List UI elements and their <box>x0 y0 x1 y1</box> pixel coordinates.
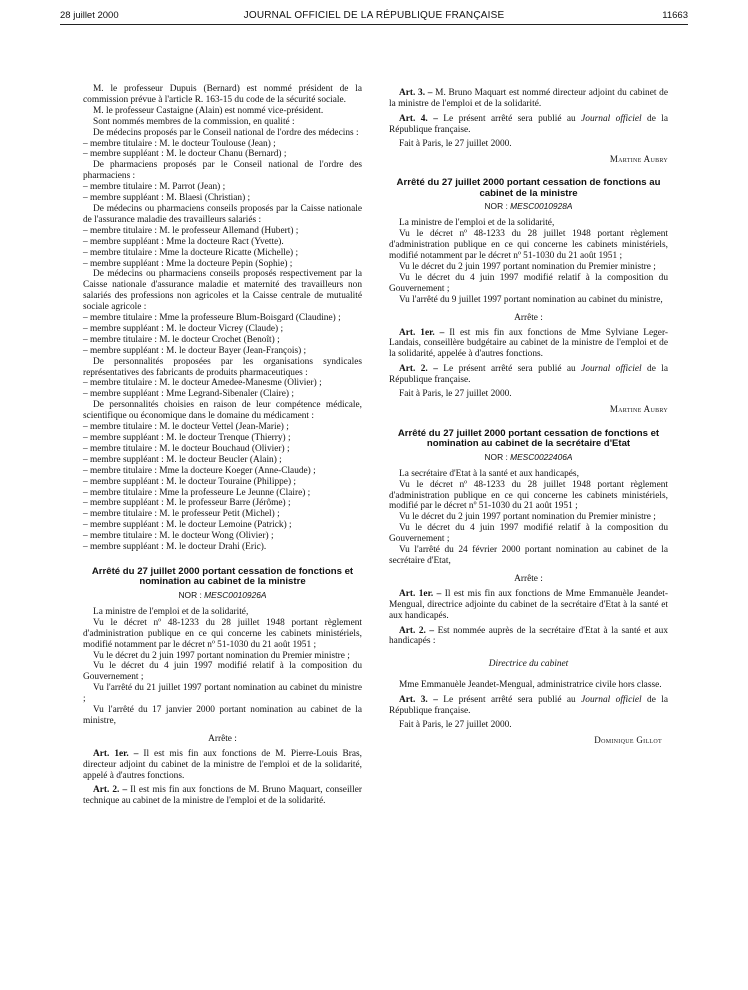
arrete-heading: Arrête : <box>514 573 543 584</box>
journal-name: Journal officiel <box>581 364 642 375</box>
nor-code: MESC0010928A <box>510 201 573 212</box>
signature: Martine Aubry <box>609 403 668 414</box>
fait-a-paris: Fait à Paris, le 27 juillet 2000. <box>399 389 512 400</box>
header-page-number: 11663 <box>662 10 688 21</box>
article-label: Art. 1er. – <box>399 588 442 599</box>
article-text: de la République française. <box>389 695 668 717</box>
article-label: Art. 1er. – <box>399 327 445 338</box>
nor-label: NOR : <box>178 589 202 600</box>
visa: Vu le décret du 4 juin 1997 modifié relatif à la composition du Gouvernement ; <box>389 523 668 545</box>
paragraph: La ministre de l'emploi et de la solidarité, <box>399 218 555 229</box>
article-text: de la République française. <box>389 113 668 135</box>
article-label: Art. 2. – <box>399 364 438 375</box>
visa: Vu l'arrêté du 24 février 2000 portant nomination au cabinet de la secrétaire d'Etat, <box>389 545 668 566</box>
visa: Vu l'arrêté du 9 juillet 1997 portant nomination au cabinet du ministre, <box>399 294 663 305</box>
list-item: – membre titulaire : M. le professeur Allemand (Hubert) ; <box>83 225 299 236</box>
paragraph: M. le professeur Dupuis (Bernard) est nommé président de la commission prévue à l'article R. 163-15 du code de la sécurité sociale. <box>83 84 362 105</box>
article-label: Art. 3. – <box>399 88 433 98</box>
nor-label: NOR : <box>484 451 508 462</box>
article <box>389 328 668 361</box>
list-item: – membre suppléant : Mme la docteure Ract (Yvette). <box>83 236 284 247</box>
visa: Vu le décret du 2 juin 1997 portant nomination du Premier ministre ; <box>93 650 350 661</box>
paragraph: De personnalités choisies en raison de leur compétence médicale, scientifique ou économique dans le domaine du médicament : <box>83 400 362 422</box>
visa: Vu le décret nº 48-1233 du 28 juillet 1948 portant règlement d'administration publique en ce qui concerne les cabinets ministériels, modifié par le décret nº 51-1030 du 21 août 1951 ; <box>389 479 668 512</box>
list-item: – membre suppléant : M. le docteur Beucler (Alain) ; <box>83 454 282 465</box>
article-label: Art. 1er. – <box>93 748 139 759</box>
paragraph: De médecins ou pharmaciens conseils proposés respectivement par la Caisse nationale d'assurance maladie et maternité des travailleurs non salariés des professions non agricoles et la Caisse centrale de mutualité sociale agricole : <box>83 269 362 313</box>
header-date: 28 juillet 2000 <box>60 10 119 21</box>
paragraph: De pharmaciens proposés par le Conseil national de l'ordre des pharmaciens : <box>83 160 362 182</box>
list-item: – membre titulaire : M. le docteur Wong (Olivier) ; <box>83 531 274 542</box>
header-journal-title: JOURNAL OFFICIEL DE LA RÉPUBLIQUE FRANÇAISE <box>243 10 505 21</box>
visa: Vu le décret nº 48-1233 du 28 juillet 1948 portant règlement d'administration publique en ce qui concerne les cabinets ministériels, modifié notamment par le décret nº 51-1030 du 21 août 1951 ; <box>83 617 362 650</box>
section-heading: Directrice du cabinet <box>488 659 569 670</box>
article <box>389 88 668 110</box>
list-item: – membre suppléant : Mme la docteure Pepin (Sophie) ; <box>83 258 293 269</box>
arrete-title: Arrêté du 27 juillet 2000 portant cessation de fonctions et nomination au cabinet de la ministre <box>91 565 354 588</box>
paragraph: La secrétaire d'Etat à la santé et aux handicapés, <box>399 468 579 479</box>
visa: Vu le décret nº 48-1233 du 28 juillet 1948 portant règlement d'administration publique en ce qui concerne les cabinets ministériels, modifié notamment par le décret nº 51-1030 du 21 août 1951 ; <box>389 229 668 262</box>
list-item: – membre titulaire : M. le docteur Amedee-Manesme (Olivier) ; <box>83 378 322 389</box>
signature: Dominique Gillot <box>594 734 662 745</box>
paragraph: Mme Emmanuèle Jeandet-Mengual, administratrice civile hors classe. <box>399 680 662 691</box>
article-text: Il est mis fin aux fonctions de Mme Emmanuèle Jeandet-Mengual, directrice adjointe du cabinet de la secrétaire d'Etat à la santé et aux handicapés. <box>389 588 668 621</box>
article <box>389 695 668 717</box>
article-text: Il est mis fin aux fonctions de M. Bruno Maquart, conseiller technique au cabinet de la ministre de l'emploi et de la solidarité. <box>83 785 362 807</box>
list-item: – membre suppléant : M. Blaesi (Christian) ; <box>83 193 251 204</box>
article-text: Il est mis fin aux fonctions de M. Pierre-Louis Bras, directeur adjoint du cabinet de la ministre de l'emploi et de la solidarité, appelé à d'autres fonctions. <box>83 748 362 781</box>
article <box>389 589 668 622</box>
list-item: – membre titulaire : M. le docteur Crochet (Benoît) ; <box>83 334 280 345</box>
paragraph: De médecins ou pharmaciens conseils proposés par la Caisse nationale de l'assurance maladie des travailleurs salariés : <box>83 203 362 225</box>
article <box>389 114 668 136</box>
nor-reference <box>389 452 668 463</box>
page-header <box>60 8 688 25</box>
nor-label: NOR : <box>484 201 508 212</box>
nor-reference <box>83 590 362 601</box>
list-item: – membre suppléant : M. le docteur Trenque (Thierry) ; <box>83 433 291 443</box>
article-text: Est nommée auprès de la secrétaire d'Etat à la santé et aux handicapés : <box>389 625 668 647</box>
article-text: M. Bruno Maquart est nommé directeur adjoint du cabinet de la ministre de l'emploi et de la solidarité. <box>389 88 668 109</box>
visa: Vu le décret du 2 juin 1997 portant nomination du Premier ministre ; <box>399 261 656 272</box>
article <box>83 785 362 807</box>
visa: Vu le décret du 4 juin 1997 modifié relatif à la composition du Gouvernement ; <box>83 661 362 683</box>
list-item: – membre suppléant : M. le professeur Barre (Jérôme) ; <box>83 498 291 509</box>
arrete-title: Arrêté du 27 juillet 2000 portant cessation de fonctions et nomination au cabinet de la secrétaire d'Etat <box>397 427 660 450</box>
article <box>389 364 668 386</box>
paragraph: De médecins proposés par le Conseil national de l'ordre des médecins : <box>93 127 359 138</box>
article-text: Le présent arrêté sera publié au <box>437 113 582 124</box>
list-item: – membre titulaire : M. Parrot (Jean) ; <box>83 182 226 193</box>
visa: Vu le décret du 4 juin 1997 modifié relatif à la composition du Gouvernement ; <box>389 272 668 294</box>
list-item: – membre suppléant : Mme Legrand-Sibenaler (Claire) ; <box>83 389 294 400</box>
article-text: de la République française. <box>389 364 668 386</box>
visa: Vu l'arrêté du 17 janvier 2000 portant nomination au cabinet de la ministre, <box>83 705 362 726</box>
list-item: – membre suppléant : M. le docteur Bayer (Jean-François) ; <box>83 345 307 356</box>
article <box>389 626 668 648</box>
article-text: Le présent arrêté sera publié au <box>437 695 582 706</box>
list-item: – membre suppléant : M. le docteur Chanu (Bernard) ; <box>83 149 287 160</box>
nor-code: MESC0010926A <box>204 589 267 600</box>
list-item: – membre titulaire : M. le professeur Petit (Michel) ; <box>83 509 280 520</box>
list-item: – membre titulaire : Mme la docteure Koeger (Anne-Claude) ; <box>83 465 316 476</box>
paragraph: M. le professeur Castaigne (Alain) est nommé vice-président. <box>93 105 324 116</box>
right-column <box>389 84 668 746</box>
list-item: – membre titulaire : Mme la professeure Blum-Boisgard (Claudine) ; <box>83 313 341 324</box>
list-item: – membre titulaire : M. le docteur Toulouse (Jean) ; <box>83 138 276 149</box>
article-label: Art. 2. – <box>399 625 435 636</box>
list-item: – membre titulaire : Mme la professeure Le Jeunne (Claire) ; <box>83 487 311 498</box>
list-item: – membre suppléant : M. le docteur Lemoine (Patrick) ; <box>83 520 292 531</box>
list-item: – membre titulaire : M. le docteur Bouchaud (Olivier) ; <box>83 443 290 454</box>
paragraph: La ministre de l'emploi et de la solidarité, <box>93 606 249 617</box>
journal-name: Journal officiel <box>581 113 642 124</box>
list-item: – membre suppléant : M. le docteur Vicrey (Claude) ; <box>83 323 284 334</box>
nor-code: MESC0022406A <box>510 451 573 462</box>
list-item: – membre titulaire : Mme la docteure Ricatte (Michelle) ; <box>83 247 299 258</box>
list-item: – membre titulaire : M. le docteur Vettel (Jean-Marie) ; <box>83 422 289 433</box>
list-item: – membre suppléant : M. le docteur Drahi (Eric). <box>83 542 267 553</box>
arrete-title: Arrêté du 27 juillet 2000 portant cessation de fonctions au cabinet de la ministre <box>396 177 661 199</box>
journal-name: Journal officiel <box>581 695 642 706</box>
left-column <box>83 84 362 807</box>
paragraph: De personnalités proposées par les organisations syndicales représentatives des fabricants de produits pharmaceutiques : <box>83 356 362 378</box>
signature: Martine Aubry <box>609 153 668 164</box>
fait-a-paris: Fait à Paris, le 27 juillet 2000. <box>399 719 512 730</box>
visa: Vu le décret du 2 juin 1997 portant nomination du Premier ministre ; <box>399 512 656 523</box>
paragraph: Sont nommés membres de la commission, en qualité : <box>93 116 295 127</box>
arrete-heading: Arrête : <box>208 733 237 744</box>
visa: Vu l'arrêté du 21 juillet 1997 portant nomination au cabinet du ministre ; <box>83 683 362 705</box>
article-label: Art. 3. – <box>399 695 438 706</box>
article-label: Art. 2. – <box>93 785 128 796</box>
article-text: Il est mis fin aux fonctions de Mme Sylviane Leger-Landais, conseillère budgétaire au cabinet de la ministre de l'emploi et de la solidarité, appelée à d'autres fonctions. <box>389 327 668 360</box>
article-text: Le présent arrêté sera publié au <box>437 364 582 375</box>
article-label: Art. 4. – <box>399 113 438 124</box>
list-item: – membre suppléant : M. le docteur Touraine (Philippe) ; <box>83 476 296 487</box>
fait-a-paris: Fait à Paris, le 27 juillet 2000. <box>399 138 512 149</box>
arrete-heading: Arrête : <box>514 312 543 323</box>
nor-reference <box>389 201 668 212</box>
article <box>83 749 362 782</box>
